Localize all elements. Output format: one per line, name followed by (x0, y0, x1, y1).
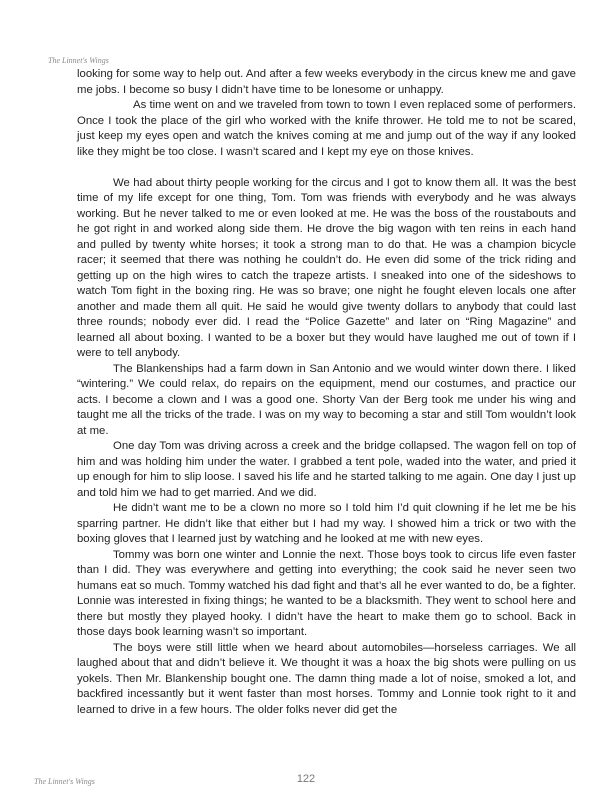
paragraph-8: The boys were still little when we heard about automobiles—horseless carriages. We all laughed about that and didn’t believe it. We thought it was a hoax the big shots were pulling on us yokels. Then Mr. Blankenship bought one. The damn thing made a lot of noise, smoked a lot, and backfired incessantly but it went faster than most horses. Tommy and Lonnie took right to it and learned to drive in a few hours. The older folks never did get the (77, 641, 576, 716)
paragraph-2: As time went on and we traveled from town to town I even replaced some of performers. Once I took the place of the girl who worked with the knife thrower. He told me to not be scared, just keep my eyes open and watch the knives coming at me and jump out of the way if any looked like they might be too close. I wasn’t scared and I kept my eye on those knives. (77, 99, 576, 158)
paragraph-1: looking for some way to help out. And after a few weeks everybody in the circus knew me and gave me jobs. I become so busy I didn’t have time to be lonesome or unhappy. (77, 68, 576, 96)
page-number: 122 (296, 773, 316, 785)
paragraph-5: One day Tom was driving across a creek and the bridge collapsed. The wagon fell on top of him and was holding him under the water. I grabbed a tent pole, waded into the water, and pried it up enough for him to slip loose. I saved his life and he started talking to me again. One day I just up and told him we had to get married. And we did. (77, 440, 576, 499)
paragraph-7: Tommy was born one winter and Lonnie the next. Those boys took to circus life even faster than I did. They was everywhere and getting into everything; the cook said he never seen two humans eat so much. Tommy watched his dad fight and that’s all he ever wanted to do, be a fighter. Lonnie was interested in fixing things; he wanted to be a blacksmith. They went to school here and there but mostly they played hooky. I didn’t have the heart to make them go to school. Back in those days book learning wasn’t so important. (77, 548, 577, 638)
paragraph-6: He didn’t want me to be a clown no more so I told him I’d quit clowning if he let me be his sparring partner. He didn’t like that either but I had my way. I showed him a trick or two with the boxing gloves that I learned just by watching and he looked at me with new eyes. (77, 502, 576, 545)
running-header-title: The Linnet's Wings (48, 56, 109, 65)
paragraph-4: The Blankenships had a farm down in San Antonio and we would winter down there. I liked “wintering.” We could relax, do repairs on the equipment, mend our costumes, and practice our acts. I become a clown and I was a good one. Shorty Van der Berg took me under his wing and taught me all the tricks of the trade. I was on my way to becoming a star and still Tom wouldn’t look at me. (77, 362, 576, 437)
paragraph-3: We had about thirty people working for the circus and I got to know them all. It was the best time of my life except for one thing, Tom. Tom was friends with everybody and he was always working. But he never talked to me or even looked at me. He was the boss of the roustabouts and he got right in and worked along side them. He drove the big wagon with ten reins in each hand and pulled by twenty white horses; it took a strong man to do that. He was a champion bicycle racer; it seemed that there was nothing he couldn’t do. He even did some of the trick riding and getting up on the high wires to catch the trapeze artists. I sneaked into one of the sideshows to watch Tom fight in the boxing ring. He was so brave; one night he fought eleven locals one after another and made them all quit. He said he would give twenty dollars to anybody that could last three rounds; nobody ever did. I read the “Police Gazette” and later on “Ring Magazine” and learned all about boxing. I wanted to be a boxer but they would have laughed me out of town if I were to tell anybody. (77, 176, 576, 359)
body-text (77, 67, 576, 718)
footer-title: The Linnet's Wings (34, 777, 95, 786)
